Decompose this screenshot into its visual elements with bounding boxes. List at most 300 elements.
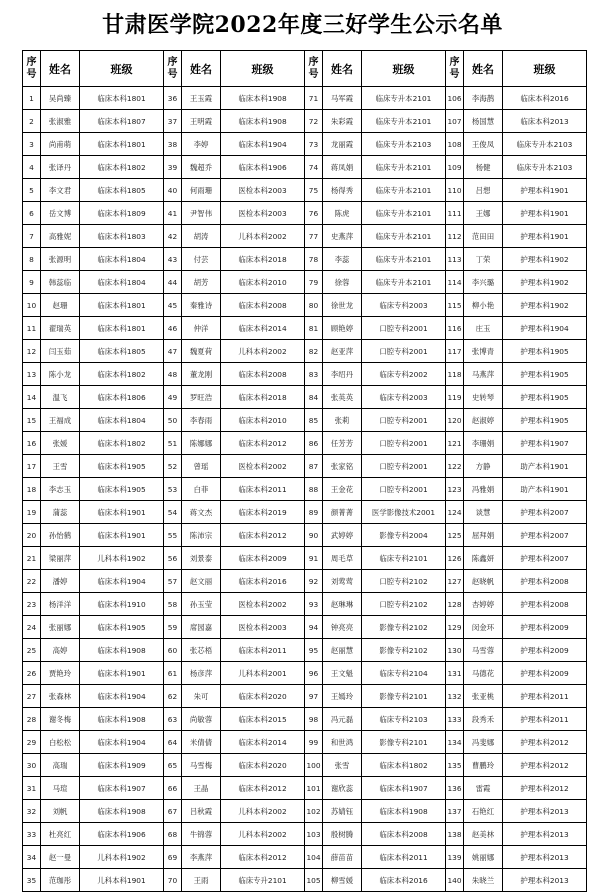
class-cell: 临床本科2011 (221, 478, 305, 501)
serial-number-cell: 27 (23, 685, 41, 708)
student-name-cell: 杜亮红 (41, 823, 80, 846)
serial-number-cell: 5 (23, 179, 41, 202)
student-name-cell: 张芯梧 (182, 639, 221, 662)
student-name-cell: 赵文丽 (182, 570, 221, 593)
serial-number-cell: 108 (446, 133, 464, 156)
serial-number-cell: 75 (305, 179, 323, 202)
student-name-cell: 陈沛宗 (182, 524, 221, 547)
student-name-cell: 张英英 (323, 386, 362, 409)
header-class: 班级 (221, 51, 305, 87)
class-cell: 临床专升本2103 (503, 156, 587, 179)
class-cell: 临床本科2010 (221, 409, 305, 432)
serial-number-cell: 125 (446, 524, 464, 547)
class-cell: 临床本科1801 (80, 133, 164, 156)
serial-number-cell: 40 (164, 179, 182, 202)
student-name-cell: 张亚桃 (464, 685, 503, 708)
class-cell: 临床专科2003 (362, 294, 446, 317)
serial-number-cell: 47 (164, 340, 182, 363)
serial-number-cell: 14 (23, 386, 41, 409)
serial-number-cell: 80 (305, 294, 323, 317)
student-name-cell: 魏超乔 (182, 156, 221, 179)
serial-number-cell: 116 (446, 317, 464, 340)
class-cell: 口腔专科2001 (362, 432, 446, 455)
student-name-cell: 赵一曼 (41, 846, 80, 869)
serial-number-cell: 77 (305, 225, 323, 248)
serial-number-cell: 45 (164, 294, 182, 317)
class-cell: 临床专科2101 (362, 547, 446, 570)
serial-number-cell: 62 (164, 685, 182, 708)
serial-number-cell: 19 (23, 501, 41, 524)
class-cell: 临床本科1805 (80, 340, 164, 363)
class-cell: 影像专科2101 (362, 685, 446, 708)
serial-number-cell: 29 (23, 731, 41, 754)
class-cell: 医检本科2002 (221, 455, 305, 478)
serial-number-cell: 59 (164, 616, 182, 639)
serial-number-cell: 70 (164, 869, 182, 892)
student-name-cell: 范田田 (464, 225, 503, 248)
serial-number-cell: 35 (23, 869, 41, 892)
student-name-cell: 王雨 (182, 869, 221, 892)
student-name-cell: 任芳芳 (323, 432, 362, 455)
serial-number-cell: 58 (164, 593, 182, 616)
header-serial-number: 序号 (164, 51, 182, 87)
serial-number-cell: 94 (305, 616, 323, 639)
serial-number-cell: 56 (164, 547, 182, 570)
student-name-cell: 闵金环 (464, 616, 503, 639)
class-cell: 护理本科1902 (503, 294, 587, 317)
serial-number-cell: 21 (23, 547, 41, 570)
serial-number-cell: 118 (446, 363, 464, 386)
class-cell: 临床本科1805 (80, 179, 164, 202)
serial-number-cell: 4 (23, 156, 41, 179)
header-serial-number: 序号 (23, 51, 41, 87)
class-cell: 助产本科1901 (503, 478, 587, 501)
serial-number-cell: 114 (446, 271, 464, 294)
student-name-cell: 赵亚萍 (323, 340, 362, 363)
student-name-cell: 李兴璐 (464, 271, 503, 294)
student-name-cell: 张译丹 (41, 156, 80, 179)
student-name-cell: 庄玉 (464, 317, 503, 340)
serial-number-cell: 63 (164, 708, 182, 731)
table-row (23, 110, 587, 133)
class-cell: 护理本科2013 (503, 823, 587, 846)
student-name-cell: 陈虎 (323, 202, 362, 225)
class-cell: 临床本科1905 (80, 478, 164, 501)
class-cell: 护理本科1905 (503, 340, 587, 363)
header-class: 班级 (503, 51, 587, 87)
serial-number-cell: 54 (164, 501, 182, 524)
student-name-cell: 苏婧钰 (323, 800, 362, 823)
serial-number-cell: 97 (305, 685, 323, 708)
serial-number-cell: 134 (446, 731, 464, 754)
class-cell: 临床本科2012 (221, 432, 305, 455)
student-name-cell: 朱彩霞 (323, 110, 362, 133)
class-cell: 临床本科2013 (503, 110, 587, 133)
student-name-cell: 李文君 (41, 179, 80, 202)
class-cell: 临床本科2019 (221, 501, 305, 524)
class-cell: 儿科本科2002 (221, 823, 305, 846)
student-name-cell: 徐世龙 (323, 294, 362, 317)
class-cell: 护理本科2007 (503, 524, 587, 547)
class-cell: 临床本科1804 (80, 271, 164, 294)
class-cell: 临床本科1801 (80, 294, 164, 317)
student-name-cell: 王文魁 (323, 662, 362, 685)
student-name-cell: 马德花 (464, 662, 503, 685)
class-cell: 护理本科2012 (503, 731, 587, 754)
serial-number-cell: 137 (446, 800, 464, 823)
class-cell: 临床本科1907 (80, 777, 164, 800)
class-cell: 临床本科1806 (80, 386, 164, 409)
serial-number-cell: 38 (164, 133, 182, 156)
serial-number-cell: 98 (305, 708, 323, 731)
class-cell: 临床本科2016 (221, 570, 305, 593)
serial-number-cell: 91 (305, 547, 323, 570)
serial-number-cell: 122 (446, 455, 464, 478)
student-name-cell: 温飞 (41, 386, 80, 409)
class-cell: 临床专科2002 (362, 363, 446, 386)
table-row (23, 524, 587, 547)
student-name-cell: 魏夏荷 (182, 340, 221, 363)
class-cell: 医检本科2003 (221, 179, 305, 202)
student-name-cell: 柳雪媛 (323, 869, 362, 892)
student-name-cell: 刘景泰 (182, 547, 221, 570)
student-name-cell: 杨健 (464, 156, 503, 179)
student-name-cell: 蒋凤娟 (323, 156, 362, 179)
serial-number-cell: 1 (23, 87, 41, 110)
student-name-cell: 冯雅娟 (464, 478, 503, 501)
table-row (23, 570, 587, 593)
student-name-cell: 段秀禾 (464, 708, 503, 731)
class-cell: 临床本科1801 (80, 317, 164, 340)
student-name-cell: 胡涛 (182, 225, 221, 248)
serial-number-cell: 82 (305, 340, 323, 363)
class-cell: 临床本科1803 (80, 225, 164, 248)
serial-number-cell: 101 (305, 777, 323, 800)
student-name-cell: 谢欣蕊 (323, 777, 362, 800)
class-cell: 护理本科1902 (503, 271, 587, 294)
serial-number-cell: 120 (446, 409, 464, 432)
student-name-cell: 李婷 (182, 133, 221, 156)
student-name-cell: 马瑄 (41, 777, 80, 800)
serial-number-cell: 20 (23, 524, 41, 547)
class-cell: 临床专升本2101 (362, 110, 446, 133)
student-name-cell: 李春雨 (182, 409, 221, 432)
table-row (23, 823, 587, 846)
student-name-cell: 殷树腾 (323, 823, 362, 846)
class-cell: 临床本科1905 (80, 616, 164, 639)
serial-number-cell: 128 (446, 593, 464, 616)
class-cell: 临床本科2014 (221, 317, 305, 340)
student-name-cell: 李蕊 (323, 248, 362, 271)
serial-number-cell: 121 (446, 432, 464, 455)
student-name-cell: 李海鹊 (464, 87, 503, 110)
student-name-cell: 王金花 (323, 478, 362, 501)
student-name-cell: 席园嘉 (182, 616, 221, 639)
class-cell: 口腔专科2001 (362, 317, 446, 340)
student-name-cell: 付芸 (182, 248, 221, 271)
class-cell: 临床本科1804 (80, 409, 164, 432)
table-row (23, 363, 587, 386)
student-name-cell: 谈慧 (464, 501, 503, 524)
student-name-cell: 张莉 (323, 409, 362, 432)
class-cell: 临床专升本2103 (362, 133, 446, 156)
serial-number-cell: 53 (164, 478, 182, 501)
serial-number-cell: 8 (23, 248, 41, 271)
student-name-cell: 杨彦萍 (182, 662, 221, 685)
class-cell: 临床专升2101 (221, 869, 305, 892)
serial-number-cell: 51 (164, 432, 182, 455)
serial-number-cell: 42 (164, 225, 182, 248)
serial-number-cell: 84 (305, 386, 323, 409)
class-cell: 临床本科2020 (221, 685, 305, 708)
class-cell: 护理本科1901 (503, 225, 587, 248)
class-cell: 临床本科1905 (80, 455, 164, 478)
page-title: 甘肃医学院2022年度三好学生公示名单 (102, 12, 503, 38)
table-body (23, 87, 587, 892)
student-name-cell: 石艳红 (464, 800, 503, 823)
class-cell: 护理本科2012 (503, 754, 587, 777)
student-name-cell: 何雨珊 (182, 179, 221, 202)
class-cell: 临床本科1901 (80, 524, 164, 547)
student-name-cell: 周毛草 (323, 547, 362, 570)
student-name-cell: 朱晓兰 (464, 869, 503, 892)
student-name-cell: 赵琳琳 (323, 593, 362, 616)
class-cell: 临床本科1802 (80, 363, 164, 386)
table-row (23, 133, 587, 156)
class-cell: 影像专科2102 (362, 639, 446, 662)
class-cell: 口腔专科2102 (362, 570, 446, 593)
table-row (23, 685, 587, 708)
class-cell: 临床本科2020 (221, 754, 305, 777)
serial-number-cell: 74 (305, 156, 323, 179)
serial-number-cell: 3 (23, 133, 41, 156)
class-cell: 口腔专科2001 (362, 340, 446, 363)
class-cell: 临床专科2104 (362, 662, 446, 685)
student-name-cell: 赵淑婷 (464, 409, 503, 432)
student-name-cell: 梁丽萍 (41, 547, 80, 570)
student-name-cell: 牛锦蓉 (182, 823, 221, 846)
serial-number-cell: 76 (305, 202, 323, 225)
student-name-cell: 闫玉茹 (41, 340, 80, 363)
serial-number-cell: 88 (305, 478, 323, 501)
student-name-cell: 王玉霞 (182, 87, 221, 110)
serial-number-cell: 44 (164, 271, 182, 294)
class-cell: 临床本科1907 (362, 777, 446, 800)
serial-number-cell: 115 (446, 294, 464, 317)
class-cell: 临床本科1908 (221, 87, 305, 110)
student-name-cell: 赵丽慧 (323, 639, 362, 662)
table-row (23, 248, 587, 271)
student-name-cell: 马雪梅 (182, 754, 221, 777)
class-cell: 临床本科2016 (362, 869, 446, 892)
serial-number-cell: 50 (164, 409, 182, 432)
serial-number-cell: 2 (23, 110, 41, 133)
serial-number-cell: 57 (164, 570, 182, 593)
table-row (23, 639, 587, 662)
serial-number-cell: 83 (305, 363, 323, 386)
serial-number-cell: 65 (164, 754, 182, 777)
serial-number-cell: 64 (164, 731, 182, 754)
class-cell: 临床本科1802 (80, 432, 164, 455)
serial-number-cell: 132 (446, 685, 464, 708)
honor-student-table (22, 50, 587, 892)
table-row (23, 616, 587, 639)
student-name-cell: 冯斐娜 (464, 731, 503, 754)
table-row (23, 593, 587, 616)
student-name-cell: 王明霞 (182, 110, 221, 133)
serial-number-cell: 135 (446, 754, 464, 777)
serial-number-cell: 48 (164, 363, 182, 386)
student-name-cell: 杨国慧 (464, 110, 503, 133)
serial-number-cell: 31 (23, 777, 41, 800)
class-cell: 护理本科1905 (503, 386, 587, 409)
class-cell: 护理本科2013 (503, 800, 587, 823)
serial-number-cell: 22 (23, 570, 41, 593)
class-cell: 医学影像技术2001 (362, 501, 446, 524)
serial-number-cell: 89 (305, 501, 323, 524)
serial-number-cell: 18 (23, 478, 41, 501)
class-cell: 临床本科2008 (362, 823, 446, 846)
student-name-cell: 孙怡鹤 (41, 524, 80, 547)
student-name-cell: 陈娜娜 (182, 432, 221, 455)
serial-number-cell: 126 (446, 547, 464, 570)
class-cell: 临床本科1908 (80, 708, 164, 731)
class-cell: 儿科本科1902 (80, 547, 164, 570)
serial-number-cell: 110 (446, 179, 464, 202)
student-name-cell: 张淑雅 (41, 110, 80, 133)
serial-number-cell: 139 (446, 846, 464, 869)
serial-number-cell: 32 (23, 800, 41, 823)
serial-number-cell: 12 (23, 340, 41, 363)
serial-number-cell: 15 (23, 409, 41, 432)
class-cell: 护理本科1905 (503, 363, 587, 386)
serial-number-cell: 17 (23, 455, 41, 478)
header-class: 班级 (80, 51, 164, 87)
class-cell: 口腔专科2001 (362, 478, 446, 501)
table-row (23, 869, 587, 892)
student-name-cell: 武婷婷 (323, 524, 362, 547)
student-name-cell: 曹鹏玲 (464, 754, 503, 777)
serial-number-cell: 102 (305, 800, 323, 823)
student-name-cell: 李燕萍 (182, 846, 221, 869)
serial-number-cell: 26 (23, 662, 41, 685)
serial-number-cell: 16 (23, 432, 41, 455)
student-name-cell: 董龙刚 (182, 363, 221, 386)
student-name-cell: 屈拜娟 (464, 524, 503, 547)
serial-number-cell: 34 (23, 846, 41, 869)
table-row (23, 754, 587, 777)
class-cell: 医检本科2002 (221, 593, 305, 616)
serial-number-cell: 129 (446, 616, 464, 639)
class-cell: 临床专升本2101 (362, 87, 446, 110)
student-name-cell: 马雪蓉 (464, 639, 503, 662)
class-cell: 临床本科1904 (80, 685, 164, 708)
class-cell: 临床本科1910 (80, 593, 164, 616)
serial-number-cell: 109 (446, 156, 464, 179)
serial-number-cell: 13 (23, 363, 41, 386)
student-name-cell: 杏婷婷 (464, 593, 503, 616)
student-name-cell: 刘莺莺 (323, 570, 362, 593)
student-name-cell: 高雅妮 (41, 225, 80, 248)
serial-number-cell: 93 (305, 593, 323, 616)
class-cell: 口腔专科2001 (362, 409, 446, 432)
class-cell: 临床本科1908 (80, 639, 164, 662)
serial-number-cell: 67 (164, 800, 182, 823)
class-cell: 临床本科1909 (80, 754, 164, 777)
class-cell: 临床本科1904 (80, 731, 164, 754)
class-cell: 临床本科2008 (221, 294, 305, 317)
class-cell: 儿科本科1901 (80, 869, 164, 892)
student-name-cell: 马军霞 (323, 87, 362, 110)
student-name-cell: 薛苗苗 (323, 846, 362, 869)
student-name-cell: 史燕萍 (323, 225, 362, 248)
serial-number-cell: 79 (305, 271, 323, 294)
student-name-cell: 王晶 (182, 777, 221, 800)
student-name-cell: 徐蓉 (323, 271, 362, 294)
student-name-cell: 吴尚臻 (41, 87, 80, 110)
student-name-cell: 曾瑶 (182, 455, 221, 478)
table-row (23, 846, 587, 869)
student-name-cell: 胡芳 (182, 271, 221, 294)
student-name-cell: 王嫣玲 (323, 685, 362, 708)
class-cell: 临床本科2012 (221, 846, 305, 869)
student-name-cell: 罗旺浩 (182, 386, 221, 409)
class-cell: 临床本科2012 (221, 777, 305, 800)
serial-number-cell: 43 (164, 248, 182, 271)
serial-number-cell: 105 (305, 869, 323, 892)
serial-number-cell: 72 (305, 110, 323, 133)
class-cell: 护理本科2009 (503, 662, 587, 685)
header-name: 姓名 (464, 51, 503, 87)
student-name-cell: 范珈彤 (41, 869, 80, 892)
serial-number-cell: 95 (305, 639, 323, 662)
serial-number-cell: 66 (164, 777, 182, 800)
serial-number-cell: 81 (305, 317, 323, 340)
header-serial-number: 序号 (305, 51, 323, 87)
student-name-cell: 冯元磊 (323, 708, 362, 731)
student-name-cell: 方静 (464, 455, 503, 478)
serial-number-cell: 85 (305, 409, 323, 432)
serial-number-cell: 117 (446, 340, 464, 363)
class-cell: 临床本科2014 (221, 731, 305, 754)
class-cell: 护理本科2008 (503, 593, 587, 616)
table-row (23, 777, 587, 800)
serial-number-cell: 133 (446, 708, 464, 731)
student-name-cell: 王娜 (464, 202, 503, 225)
class-cell: 护理本科2011 (503, 708, 587, 731)
student-name-cell: 朱可 (182, 685, 221, 708)
student-name-cell: 高瑞 (41, 754, 80, 777)
serial-number-cell: 10 (23, 294, 41, 317)
table-row (23, 478, 587, 501)
class-cell: 影像专科2004 (362, 524, 446, 547)
serial-number-cell: 46 (164, 317, 182, 340)
table-row (23, 202, 587, 225)
class-cell: 儿科本科2002 (221, 225, 305, 248)
serial-number-cell: 71 (305, 87, 323, 110)
serial-number-cell: 30 (23, 754, 41, 777)
serial-number-cell: 99 (305, 731, 323, 754)
class-cell: 临床专升本2101 (362, 202, 446, 225)
student-name-cell: 赵珊 (41, 294, 80, 317)
class-cell: 儿科本科2002 (221, 800, 305, 823)
serial-number-cell: 103 (305, 823, 323, 846)
table-row (23, 731, 587, 754)
serial-number-cell: 37 (164, 110, 182, 133)
student-name-cell: 张博青 (464, 340, 503, 363)
class-cell: 护理本科2013 (503, 869, 587, 892)
student-name-cell: 柳小艳 (464, 294, 503, 317)
